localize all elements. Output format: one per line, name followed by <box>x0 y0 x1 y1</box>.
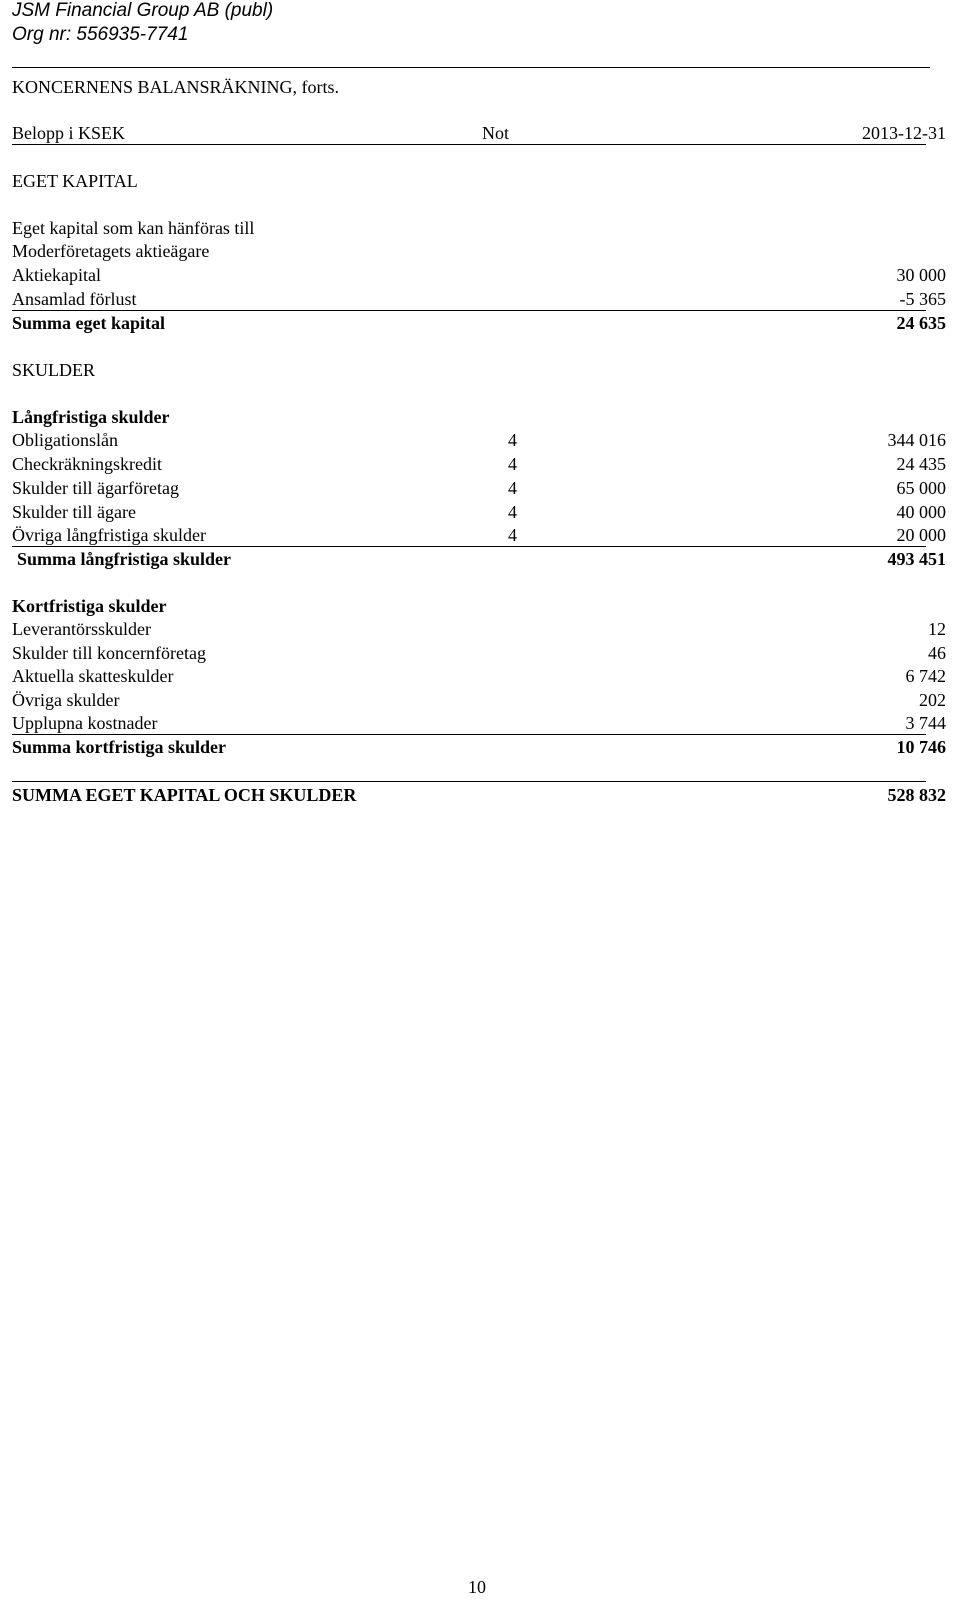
org-number: Org nr: 556935-7741 <box>12 24 189 45</box>
section-heading-equity: EGET KAPITAL <box>12 171 138 191</box>
short-term-total-value: 10 746 <box>896 737 946 757</box>
short-term-heading: Kortfristiga skulder <box>12 596 167 616</box>
row-label: Ansamlad förlust <box>12 289 137 309</box>
column-header-note: Not <box>482 123 509 143</box>
equity-total-rule <box>12 310 926 311</box>
short-term-total-label: Summa kortfristiga skulder <box>12 737 227 757</box>
grand-total-value: 528 832 <box>887 785 946 805</box>
column-header-label: Belopp i KSEK <box>12 123 126 143</box>
equity-total-label: Summa eget kapital <box>12 313 165 333</box>
equity-total-value: 24 635 <box>896 313 946 333</box>
column-header-rule <box>12 144 926 145</box>
long-term-heading: Långfristiga skulder <box>12 407 170 427</box>
section-heading-liabilities: SKULDER <box>12 360 96 380</box>
column-header-date: 2013-12-31 <box>862 123 946 143</box>
row-value: -5 365 <box>899 289 946 309</box>
row-label: Obligationslån <box>12 430 118 450</box>
row-note: 4 <box>508 454 517 474</box>
short-term-total-rule <box>12 734 926 735</box>
long-term-total-rule <box>12 546 926 547</box>
row-label: Upplupna kostnader <box>12 713 158 733</box>
row-value: 46 <box>928 643 946 663</box>
grand-total-rule <box>12 781 926 782</box>
row-label: Skulder till koncernföretag <box>12 643 206 663</box>
row-note: 4 <box>508 525 517 545</box>
row-value: 6 742 <box>905 666 946 686</box>
row-label: Övriga skulder <box>12 690 120 710</box>
long-term-total-label: Summa långfristiga skulder <box>17 549 232 569</box>
page-number: 10 <box>468 1577 486 1597</box>
row-value: 344 016 <box>887 430 946 450</box>
row-label: Aktiekapital <box>12 265 101 285</box>
row-note: 4 <box>508 502 517 522</box>
long-term-total-value: 493 451 <box>887 549 946 569</box>
row-value: 202 <box>919 690 946 710</box>
row-label: Övriga långfristiga skulder <box>12 525 206 545</box>
row-value: 12 <box>928 619 946 639</box>
equity-subheading-line2: Moderföretagets aktieägare <box>12 241 210 261</box>
row-note: 4 <box>508 430 517 450</box>
row-value: 65 000 <box>896 478 946 498</box>
page-title: KONCERNENS BALANSRÄKNING, forts. <box>12 77 340 97</box>
row-label: Leverantörsskulder <box>12 619 151 639</box>
row-note: 4 <box>508 478 517 498</box>
row-label: Skulder till ägarföretag <box>12 478 179 498</box>
equity-subheading-line1: Eget kapital som kan hänföras till <box>12 218 255 238</box>
row-value: 40 000 <box>896 502 946 522</box>
header-rule <box>12 67 930 68</box>
row-label: Checkräkningskredit <box>12 454 162 474</box>
company-name: JSM Financial Group AB (publ) <box>12 0 274 21</box>
row-value: 30 000 <box>896 265 946 285</box>
row-label: Aktuella skatteskulder <box>12 666 174 686</box>
row-value: 24 435 <box>896 454 946 474</box>
row-value: 3 744 <box>905 713 946 733</box>
grand-total-label: SUMMA EGET KAPITAL OCH SKULDER <box>12 785 357 805</box>
row-label: Skulder till ägare <box>12 502 136 522</box>
row-value: 20 000 <box>896 525 946 545</box>
